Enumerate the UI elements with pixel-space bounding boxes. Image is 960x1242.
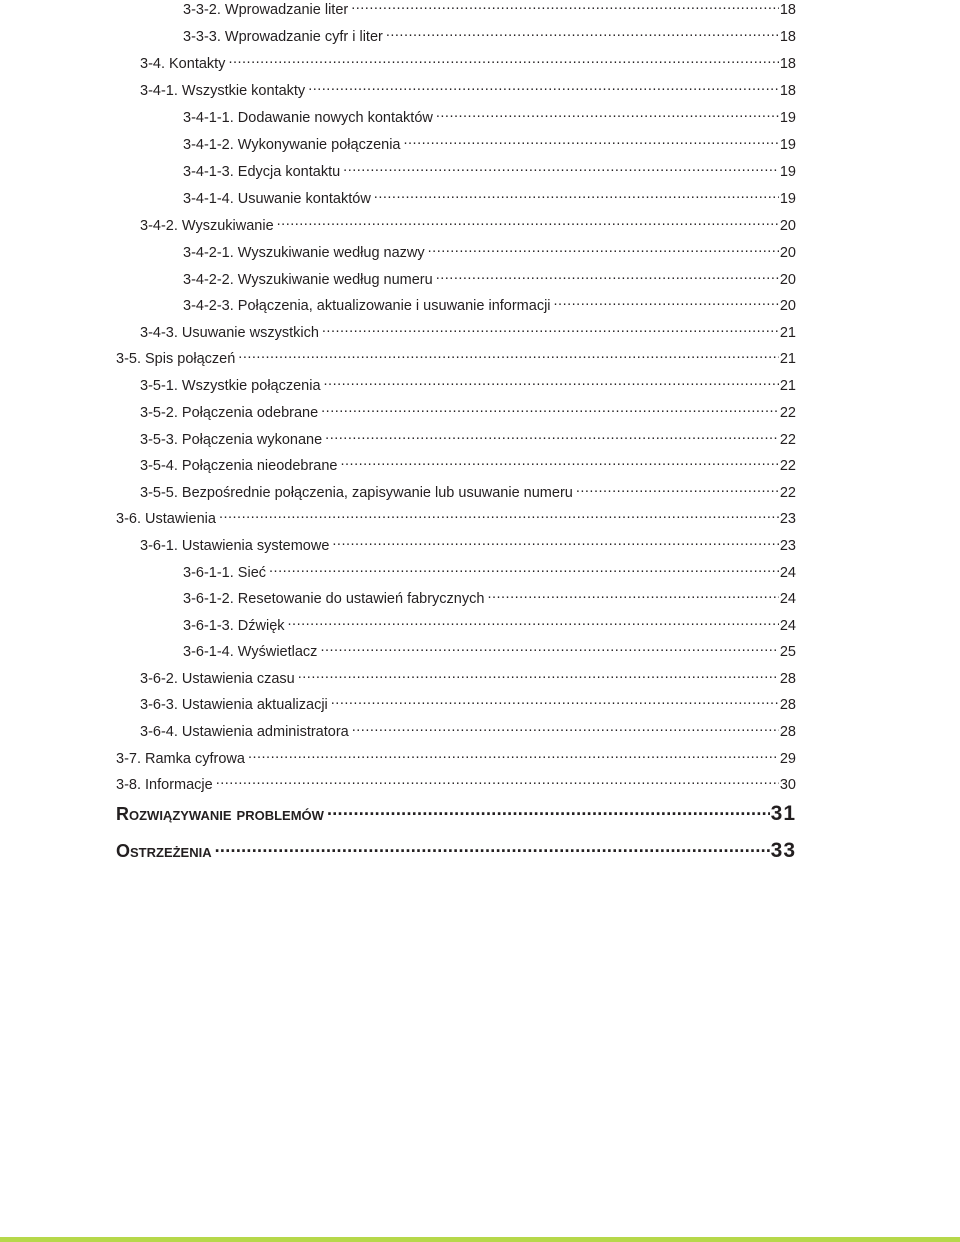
toc-entry-page: 28: [779, 697, 796, 713]
dot-leader: [288, 612, 779, 630]
toc-entry-page: 25: [779, 644, 796, 660]
toc-entry[interactable]: [116, 345, 796, 372]
dot-leader: [216, 771, 779, 789]
toc-entry-page: 20: [779, 218, 796, 234]
toc-entry[interactable]: [140, 718, 796, 745]
dot-leader: [332, 532, 778, 550]
toc-entry-title: 3-3-3. Wprowadzanie cyfr i liter: [183, 29, 383, 45]
dot-leader: [320, 638, 778, 656]
dot-leader: [341, 452, 779, 470]
toc-entry-title: 3-4-3. Usuwanie wszystkich: [140, 325, 319, 341]
toc-entry-title: 3-5. Spis połączeń: [116, 351, 236, 367]
dot-leader: [324, 372, 779, 390]
toc-entry-page: 21: [779, 378, 796, 394]
toc-entry-page: 20: [779, 272, 796, 288]
toc-entry-title: 3-4-1-2. Wykonywanie połączenia: [183, 137, 401, 153]
toc-entry-page: 22: [779, 458, 796, 474]
toc-chapter-entry[interactable]: [116, 835, 796, 861]
toc-entry-title: 3-4. Kontakty: [140, 56, 226, 72]
dot-leader: [487, 585, 778, 603]
toc-entry[interactable]: [140, 532, 796, 559]
toc-entry[interactable]: [140, 479, 796, 506]
dot-leader: [308, 77, 779, 95]
toc-entry-title: 3-4-2-2. Wyszukiwanie według numeru: [183, 272, 433, 288]
dot-leader: [238, 345, 779, 363]
toc-entry-page: 19: [779, 164, 796, 180]
toc-chapter-title: Rozwiązywanie problemów: [116, 804, 324, 824]
toc-chapter-entry[interactable]: [116, 798, 796, 824]
toc-entry[interactable]: [140, 50, 796, 77]
toc-entry[interactable]: [183, 292, 796, 319]
toc-entry[interactable]: [183, 585, 796, 612]
dot-leader: [327, 798, 770, 820]
dot-leader: [352, 718, 779, 736]
toc-entry[interactable]: [183, 131, 796, 158]
toc-entry-page: 19: [779, 191, 796, 207]
toc-entry-title: 3-6-1-1. Sieć: [183, 565, 267, 581]
toc-entry-page: 29: [779, 751, 796, 767]
toc-entry-page: 24: [779, 565, 796, 581]
toc-entry-page: 18: [779, 56, 796, 72]
dot-leader: [277, 212, 779, 230]
toc-entry[interactable]: [140, 319, 796, 346]
toc-entry[interactable]: [140, 452, 796, 479]
dot-leader: [436, 104, 779, 122]
toc-entry-page: 24: [779, 618, 796, 634]
toc-entry-title: 3-6-1-2. Resetowanie do ustawień fabrycznych: [183, 591, 485, 607]
toc-entry-page: 18: [779, 29, 796, 45]
dot-leader: [269, 559, 779, 577]
toc-entry-page: 22: [779, 405, 796, 421]
toc-entry[interactable]: [140, 691, 796, 718]
toc-entry-page: 20: [779, 245, 796, 261]
toc-entry-title: 3-5-3. Połączenia wykonane: [140, 432, 323, 448]
toc-entry-page: 21: [779, 351, 796, 367]
dot-leader: [576, 479, 779, 497]
toc-entry[interactable]: [140, 426, 796, 453]
toc-entry[interactable]: [183, 23, 796, 50]
toc-entry[interactable]: [116, 505, 796, 532]
dot-leader: [386, 23, 779, 41]
toc-entry[interactable]: [183, 158, 796, 185]
toc-entry-page: 20: [779, 298, 796, 314]
toc-entry[interactable]: [140, 77, 796, 104]
dot-leader: [228, 50, 778, 68]
toc-entry-title: 3-4-1-1. Dodawanie nowych kontaktów: [183, 110, 433, 126]
dot-leader: [436, 266, 779, 284]
toc-entry-page: 18: [779, 83, 796, 99]
toc-entry[interactable]: [140, 372, 796, 399]
toc-entry-title: 3-5-1. Wszystkie połączenia: [140, 378, 321, 394]
toc-entry[interactable]: [183, 0, 796, 23]
toc-entry-title: 3-4-2. Wyszukiwanie: [140, 218, 274, 234]
toc-entry-title: 3-5-2. Połączenia odebrane: [140, 405, 319, 421]
toc-entry-page: 22: [779, 485, 796, 501]
dot-leader: [428, 239, 779, 257]
dot-leader: [322, 319, 779, 337]
footer-rule: [0, 1237, 960, 1242]
toc-entry-title: 3-5-4. Połączenia nieodebrane: [140, 458, 338, 474]
toc-entry-title: 3-4-2-1. Wyszukiwanie według nazwy: [183, 245, 425, 261]
toc-entry-page: 23: [779, 538, 796, 554]
toc-entry-title: 3-6-1. Ustawienia systemowe: [140, 538, 330, 554]
toc-entry-page: 28: [779, 724, 796, 740]
toc-entry-title: 3-6-2. Ustawienia czasu: [140, 671, 295, 687]
toc-entry[interactable]: [183, 185, 796, 212]
toc-entry-title: 3-6-1-3. Dźwięk: [183, 618, 285, 634]
dot-leader: [215, 835, 770, 857]
toc-entry[interactable]: [183, 239, 796, 266]
toc-entry[interactable]: [183, 104, 796, 131]
toc-entry-page: 24: [779, 591, 796, 607]
toc-entry-title: 3-6-1-4. Wyświetlacz: [183, 644, 318, 660]
toc-chapter-page: 31: [770, 802, 796, 825]
toc-entry-page: 18: [779, 2, 796, 18]
dot-leader: [403, 131, 778, 149]
dot-leader: [331, 691, 779, 709]
toc-entry-title: 3-4-1. Wszystkie kontakty: [140, 83, 306, 99]
dot-leader: [351, 0, 779, 14]
toc-entry[interactable]: [183, 612, 796, 639]
dot-leader: [343, 158, 779, 176]
toc-entry-page: 19: [779, 137, 796, 153]
toc-chapter-title: Ostrzeżenia: [116, 841, 212, 861]
toc-entry-page: 30: [779, 777, 796, 793]
toc-entry-title: 3-6-4. Ustawienia administratora: [140, 724, 349, 740]
dot-leader: [325, 426, 779, 444]
toc-entry-title: 3-5-5. Bezpośrednie połączenia, zapisywanie lub usuwanie numeru: [140, 485, 573, 501]
toc-entry-title: 3-4-2-3. Połączenia, aktualizowanie i usuwanie informacji: [183, 298, 551, 314]
dot-leader: [298, 665, 779, 683]
toc-entry[interactable]: [116, 745, 796, 772]
toc-entry[interactable]: [183, 638, 796, 665]
toc-entry[interactable]: [183, 266, 796, 293]
dot-leader: [248, 745, 779, 763]
toc-entry-page: 22: [779, 432, 796, 448]
toc-entry[interactable]: [116, 771, 796, 798]
dot-leader: [554, 292, 779, 310]
toc-entry[interactable]: [140, 212, 796, 239]
toc-entry-title: 3-3-2. Wprowadzanie liter: [183, 2, 349, 18]
dot-leader: [374, 185, 779, 203]
toc-entry-page: 28: [779, 671, 796, 687]
toc-entry-page: 21: [779, 325, 796, 341]
toc-entry[interactable]: [140, 399, 796, 426]
dot-leader: [219, 505, 779, 523]
toc-chapter-page: 33: [770, 839, 796, 862]
toc-entry-title: 3-4-1-4. Usuwanie kontaktów: [183, 191, 371, 207]
toc-entry-page: 19: [779, 110, 796, 126]
toc-entry[interactable]: [183, 559, 796, 586]
toc-entry-title: 3-7. Ramka cyfrowa: [116, 751, 245, 767]
toc-entry-page: 23: [779, 511, 796, 527]
dot-leader: [321, 399, 779, 417]
toc-entry-title: 3-8. Informacje: [116, 777, 213, 793]
toc-entry[interactable]: [140, 665, 796, 692]
toc-entry-title: 3-4-1-3. Edycja kontaktu: [183, 164, 341, 180]
toc-entry-title: 3-6. Ustawienia: [116, 511, 216, 527]
toc-entry-title: 3-6-3. Ustawienia aktualizacji: [140, 697, 328, 713]
